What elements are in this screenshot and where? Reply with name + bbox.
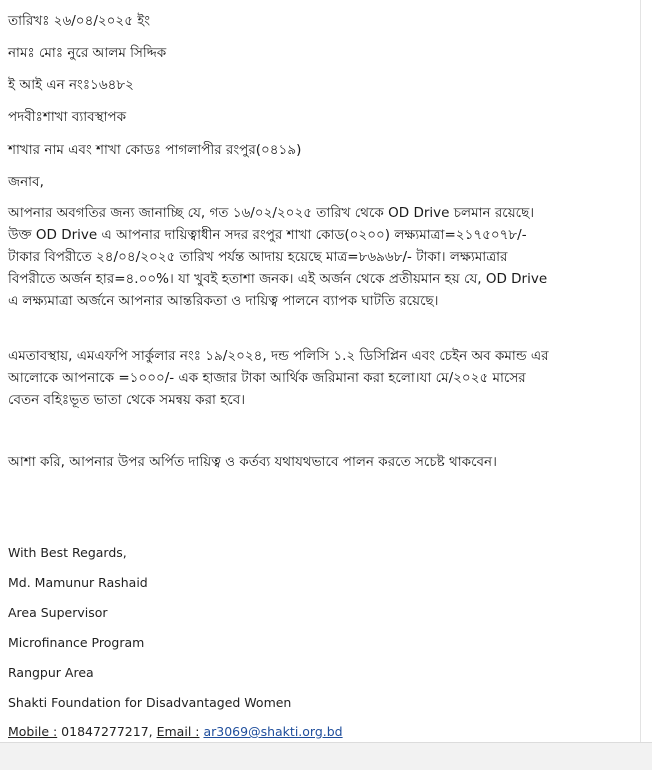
- recipient-name: নামঃ মোঃ নুরে আলম সিদ্দিক: [8, 45, 167, 61]
- contact-line: [8, 722, 343, 742]
- signature-name: Md. Mamunur Rashaid: [8, 575, 148, 590]
- email-label: Email :: [156, 724, 200, 739]
- recipient-designation: পদবীঃশাখা ব্যাবস্থাপক: [8, 109, 127, 125]
- date-line: তারিখঃ ২৬/০৪/২০২৫ ইং: [8, 13, 151, 29]
- signature-area: Rangpur Area: [8, 665, 94, 680]
- mobile-label: Mobile :: [8, 724, 58, 739]
- body-paragraph-1: আপনার অবগতির জন্য জানাচ্ছি যে, গত ১৬/০২/২০২৫ তারিখ থেকে OD Drive চলমান রয়েছে। উক্ত OD Drive এ আপনার দায়িত্বাধীন সদর রংপুর শাখা কোড(০২০০) লক্ষ্যমাত্রা=২১৭৫০৭৮/-টাকার বিপরীতে ২৪/০৪/২০২৫ তারিখ পর্যন্ত আদায় হয়েছে মাত্র=৮৬৯৬৮/- টাকা। লক্ষ্যমাত্রার বিপরীতে অর্জন হার=৪.০০%। যা খুবই হতাশা জনক। এই অর্জন থেকে প্রতীয়মান হয় যে, OD Drive এ লক্ষ্যমাত্রা অর্জনে আপনার আন্তরিকতা ও দায়িত্ব পালনে ব্যাপক ঘাটতি রয়েছে।: [8, 205, 548, 309]
- signature-organization: Shakti Foundation for Disadvantaged Women: [8, 695, 292, 710]
- branch-info: শাখার নাম এবং শাখা কোডঃ পাগলাপীর রংপুর(০৪১৯): [8, 142, 302, 158]
- signature-program: Microfinance Program: [8, 635, 145, 650]
- bottom-bar: [0, 742, 652, 770]
- salutation: জনাব,: [8, 174, 44, 190]
- email-link[interactable]: ar3069@shakti.org.bd: [203, 724, 343, 739]
- recipient-id: ই আই এন নংঃ১৬৪৮২: [8, 77, 134, 93]
- signature-title: Area Supervisor: [8, 605, 108, 620]
- body-paragraph-2: এমতাবস্থায়, এমএফপি সার্কুলার নংঃ ১৯/২০২৪, দন্ড পলিসি ১.২ ডিসিপ্লিন এবং চেইন অব কমান্ড এর আলোকে আপনাকে =১০০০/- এক হাজার টাকা আর্থিক জরিমানা করা হলো।যা মে/২০২৫ মাসের বেতন বহিঃভূত ভাতা থেকে সমন্বয় করা হবে।: [8, 348, 549, 408]
- closing-sentence: আশা করি, আপনার উপর অর্পিত দায়িত্ব ও কর্তব্য যথাযথভাবে পালন করতে সচেষ্ট থাকবেন।: [8, 454, 497, 470]
- mobile-number: 01847277217,: [57, 724, 157, 739]
- signature-regards: With Best Regards,: [8, 545, 127, 560]
